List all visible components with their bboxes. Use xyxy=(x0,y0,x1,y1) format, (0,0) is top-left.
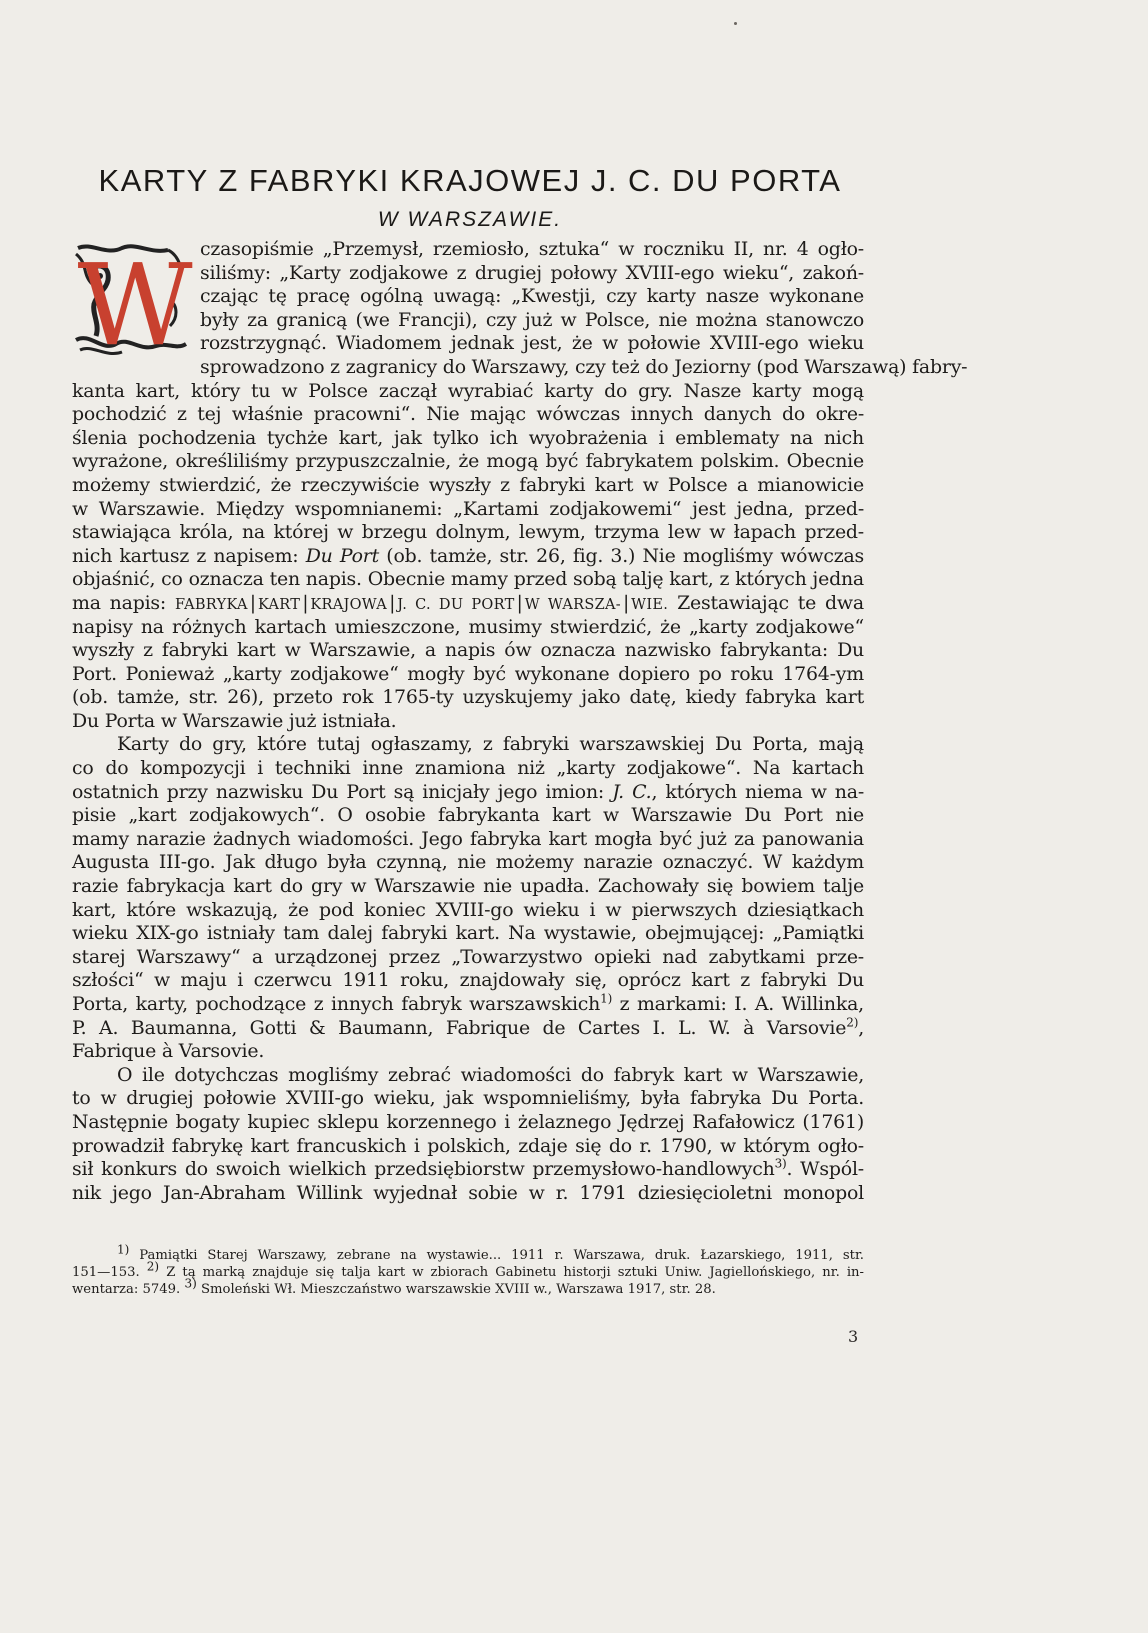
text-line: Porta, karty, pochodzące z innych fabryk warszawskich$^{1)}$ z markami: I. A. Willinka, xyxy=(72,991,864,1015)
text-line: objaśnić, co oznacza ten napis. Obecnie mamy przed sobą talję kart, z których jedna xyxy=(72,568,864,591)
text-line: O ile dotychczas mogliśmy zebrać wiadomości do fabryk kart w Warszawie, xyxy=(117,1063,864,1086)
text-line: ma napis: FABRYKA | KART | KRAJOWA | J. C. DU PORT | W WARSZA- | WIE. Zestawiając te dwa xyxy=(72,591,864,614)
text-line: stawiająca króla, na której w brzegu dolnym, lewym, trzyma lew w łapach przed- xyxy=(72,521,864,544)
article-title: KARTY Z FABRYKI KRAJOWEJ J. C. DU PORTA xyxy=(98,163,842,198)
text-line: sił konkurs do swoich wielkich przedsiębiorstw przemysłowo-handlowych$^{3)}$. Wspól- xyxy=(72,1156,864,1181)
article-subtitle: W WARSZAWIE. xyxy=(377,208,563,231)
article-body xyxy=(72,238,968,1205)
text-line: czając tę pracę ogólną uwagą: „Kwestji, czy karty nasze wykonane xyxy=(200,285,864,308)
text-line: prowadził fabrykę kart francuskich i polskich, zdaje się do r. 1790, w którym ogło- xyxy=(72,1134,864,1157)
text-line: rozstrzygnąć. Wiadomem jednak jest, że w połowie XVIII-ego wieku xyxy=(200,332,864,355)
text-line: co do kompozycji i techniki inne znamiona niż „karty zodjakowe“. Na kartach xyxy=(72,757,864,780)
card-inscription: FABRYKA xyxy=(174,596,248,613)
footnote-2: 151—153. $^{2)}$ Z tą marką znajduje się talja kart w zbiorach Gabinetu historji sztuki Uniw. Jagiellońskiego, nr. in- xyxy=(72,1259,864,1281)
text-line: możemy stwierdzić, że rzeczywiście wyszły z fabryki kart w Polsce a mianowicie xyxy=(72,473,864,496)
text-line: Du Porta w Warszawie już istniała. xyxy=(72,709,397,732)
inscription-du-port: Du Port xyxy=(305,544,380,567)
text-line: Karty do gry, które tutaj ogłaszamy, z fabryki warszawskiej Du Porta, mają xyxy=(117,733,864,756)
text-line: P. A. Baumanna, Gotti & Baumann, Fabrique de Cartes I. L. W. à Varsovie$^{2)}$, xyxy=(72,1015,864,1039)
text-line: szłości“ w maju i czerwcu 1911 roku, znajdowały się, oprócz kart z fabryki Du xyxy=(72,969,864,992)
text-line: wieku XIX-go istniały tam dalej fabryki kart. Na wystawie, obejmującej: „Pamiątki xyxy=(72,922,864,945)
text-line: Następnie bogaty kupiec sklepu korzennego i żelaznego Jędrzej Rafałowicz (1761) xyxy=(72,1110,864,1133)
footnote-ref-1: 1) xyxy=(600,991,613,1006)
footnotes xyxy=(72,1242,864,1299)
text-line: pisie „kart zodjakowych“. O osobie fabrykanta kart w Warszawie Du Port nie xyxy=(72,804,864,827)
page-number: 3 xyxy=(848,1327,859,1346)
paper-speck xyxy=(734,22,737,25)
text-line: w Warszawie. Między wspomnianemi: „Kartami zodjakowemi“ jest jedna, przed- xyxy=(72,497,864,520)
text-line: Fabrique à Varsovie. xyxy=(72,1040,265,1063)
footnote-1: $^{1)}$ Pamiątki Starej Warszawy, zebrane na wystawie... 1911 r. Warszawa, druk. Łazarskiego, 1911, str. xyxy=(117,1242,864,1263)
text-line: czasopiśmie „Przemysł, rzemiosło, sztuka“ w roczniku II, nr. 4 ogło- xyxy=(200,238,864,260)
text-line: nik jego Jan-Abraham Willink wyjednał sobie w r. 1791 dziesięcioletni monopol xyxy=(72,1181,864,1204)
text-line: wyrażone, określiliśmy przypuszczalnie, że mogą być fabrykatem polskim. Obecnie xyxy=(72,450,864,473)
text-line: ostatnich przy nazwisku Du Port są inicjały jego imion: J. C., których niema w na- xyxy=(72,780,865,803)
text-line: ślenia pochodzenia tychże kart, jak tylko ich wyobrażenia i emblematy na nich xyxy=(72,426,864,449)
text-line: kanta kart, który tu w Polsce zaczął wyrabiać karty do gry. Nasze karty mogą xyxy=(72,379,864,402)
text-line: pochodzić z tej właśnie pracowni“. Nie mając wówczas innych danych do okre- xyxy=(72,403,864,426)
text-line: kart, które wskazują, że pod koniec XVIII-go wieku i w pierwszych dziesiątkach xyxy=(72,898,864,921)
drop-cap-letter: W xyxy=(77,241,193,371)
text-line: siliśmy: „Karty zodjakowe z drugiej połowy XVIII-ego wieku“, zakoń- xyxy=(200,261,864,284)
footnote-3: wentarza: 5749. $^{3)}$ Smoleński Wł. Mieszczaństwo warszawskie XVIII w., Warszawa 1917, str. 28. xyxy=(72,1276,716,1298)
initials-j-c: J. C. xyxy=(612,780,652,803)
text-line: starej Warszawy“ a urządzonej przez „Towarzystwo opieki nad zabytkami prze- xyxy=(72,945,864,968)
text-line: wyszły z fabryki kart w Warszawie, a napis ów oznacza nazwisko fabrykanta: Du xyxy=(72,639,864,662)
text-line: sprowadzono z zagranicy do Warszawy, czy też do Jeziorny (pod Warszawą) fabry- xyxy=(200,355,968,378)
text-line: były za granicą (we Francji), czy już w Polsce, nie można stanowczo xyxy=(200,308,864,331)
text-line: (ob. tamże, str. 26), przeto rok 1765-ty uzyskujemy jako datę, kiedy fabryka kart xyxy=(72,686,864,709)
footnote-ref-2: 2) xyxy=(846,1015,859,1030)
footnote-ref-3: 3) xyxy=(774,1156,787,1171)
text-line: Port. Ponieważ „karty zodjakowe“ mogły być wykonane dopiero po roku 1764-ym xyxy=(72,662,864,685)
text-line: nich kartusz z napisem: Du Port (ob. tamże, str. 26, fig. 3.) Nie mogliśmy wówczas xyxy=(72,544,865,567)
text-line: napisy na różnych kartach umieszczone, musimy stwierdzić, że „karty zodjakowe“ xyxy=(72,615,864,638)
text-line: Augusta III-go. Jak długo była czynną, nie możemy narazie oznaczyć. W każdym xyxy=(72,851,864,874)
text-line: mamy narazie żadnych wiadomości. Jego fabryka kart mogła być już za panowania xyxy=(72,827,864,850)
drop-cap-initial xyxy=(72,240,193,371)
text-line: razie fabrykacja kart do gry w Warszawie nie upadła. Zachowały się bowiem talje xyxy=(72,875,864,898)
text-line: to w drugiej połowie XVIII-go wieku, jak wspomnieliśmy, była fabryka Du Porta. xyxy=(72,1087,864,1110)
